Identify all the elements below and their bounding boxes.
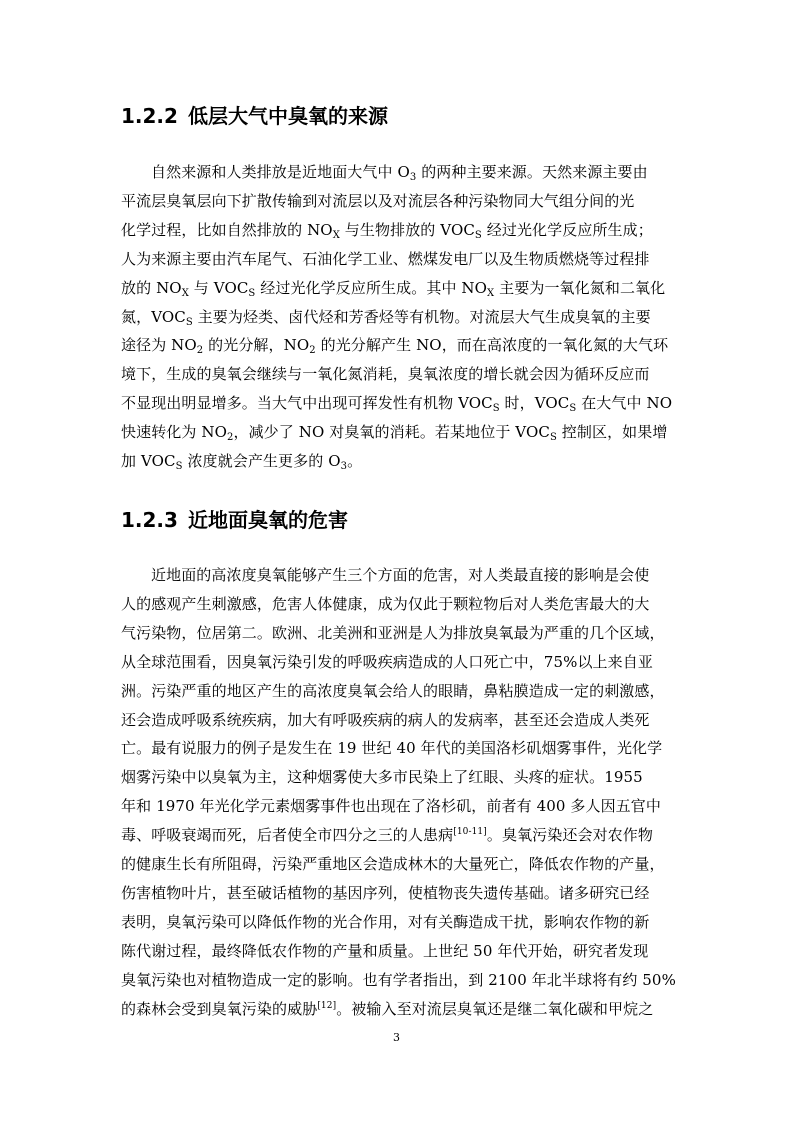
- text-run: 气污染物，位居第二。欧洲、北美洲和亚洲是人为排放臭氧最为严重的几个区域，: [121, 623, 665, 642]
- citation-superscript: [10-11]: [453, 827, 487, 838]
- text-line: [121, 389, 681, 418]
- text-run: 。被输入至对流层臭氧还是继二氧化碳和甲烷之: [336, 999, 654, 1018]
- text-line: [121, 590, 681, 619]
- text-run: 途径为 NO: [121, 336, 197, 355]
- text-line: [121, 706, 681, 735]
- subscript: 3: [340, 461, 348, 473]
- text-run: 境下，生成的臭氧会继续与一氧化氮消耗，臭氧浓度的增长就会因为循环反应而: [121, 365, 650, 384]
- text-run: 洲。污染严重的地区产生的高浓度臭氧会给人的眼睛，鼻粘膜造成一定的刺激感，: [121, 681, 665, 700]
- text-run: 的光分解，NO: [203, 336, 310, 355]
- text-run: 表明，臭氧污染可以降低作物的光合作用，对有关酶造成干扰，影响农作物的新: [121, 912, 650, 931]
- text-run: 与生物排放的 VOC: [339, 220, 475, 239]
- subscript: 3: [409, 172, 417, 183]
- text-run: 浓度就会产生更多的 O: [182, 452, 341, 471]
- text-line: [121, 187, 681, 216]
- section-title: 低层大气中臭氧的来源: [187, 104, 388, 128]
- subscript: 2: [227, 432, 234, 444]
- text-line: [121, 908, 681, 937]
- text-run: 控制区，如果增: [556, 423, 668, 442]
- text-run: 化学过程，比如自然排放的 NO: [121, 220, 333, 239]
- text-line: [121, 821, 681, 850]
- text-line: [121, 677, 681, 706]
- subscript: S: [248, 287, 256, 299]
- text-run: 。: [347, 452, 363, 471]
- subscript: X: [332, 229, 340, 241]
- citation-superscript: [12]: [317, 1000, 337, 1011]
- text-line: [121, 274, 681, 303]
- text-run: 从全球范围看，因臭氧污染引发的呼吸疾病造成的人口死亡中，75%以上来自亚: [121, 652, 653, 671]
- text-line: [121, 360, 681, 389]
- text-run: 烟雾污染中以臭氧为主，这种烟雾使大多市民染上了红眼、头疼的症状。1955: [121, 768, 643, 787]
- text-line: [121, 158, 681, 187]
- text-run: 经过光化学反应所生成。其中 NO: [255, 278, 488, 297]
- text-line: [121, 648, 681, 677]
- section-number: 1.2.2: [121, 104, 178, 128]
- text-run: 不显现出明显增多。当大气中出现可挥发性有机物 VOC: [121, 394, 493, 413]
- text-line: [121, 447, 681, 476]
- section-heading-1-2-3: [121, 508, 348, 532]
- text-run: 毒、呼吸衰竭而死，后者使全市四分之三的人患病: [121, 826, 454, 845]
- text-run: 经过光化学反应所生成；: [481, 220, 653, 239]
- text-line: [121, 879, 681, 908]
- text-run: ，减少了 NO 对臭氧的消耗。若某地位于 VOC: [233, 423, 550, 442]
- text-run: 时，VOC: [499, 394, 570, 413]
- text-line: [121, 561, 681, 590]
- section-heading-1-2-2: [121, 104, 388, 128]
- text-run: 氮，VOC: [121, 307, 186, 326]
- text-run: 。臭氧污染还会对农作物: [486, 826, 653, 845]
- text-line: [121, 303, 681, 332]
- subscript: S: [474, 229, 482, 241]
- text-run: 伤害植物叶片，甚至破话植物的基因序列，使植物丧失遗传基础。诸多研究已经: [121, 883, 650, 902]
- subscript: 2: [309, 345, 316, 357]
- subscript: X: [181, 287, 189, 299]
- section-number: 1.2.3: [121, 508, 178, 532]
- subscript: S: [185, 316, 193, 328]
- text-line: [121, 937, 681, 966]
- paragraph-ozone-sources: [121, 158, 681, 476]
- subscript: S: [492, 403, 500, 415]
- text-run: 与 VOC: [188, 278, 249, 297]
- text-line: [121, 619, 681, 648]
- text-run: 亡。最有说服力的例子是发生在 19 世纪 40 年代的美国洛杉矶烟雾事件，光化学: [121, 739, 663, 758]
- text-line: [121, 245, 681, 274]
- text-line: [121, 966, 681, 995]
- text-run: 加 VOC: [121, 452, 176, 471]
- text-line: [121, 734, 681, 763]
- text-run: 人为来源主要由汽车尾气、石油化学工业、燃煤发电厂以及生物质燃烧等过程排: [121, 249, 650, 268]
- subscript: S: [569, 403, 577, 415]
- text-run: 陈代谢过程，最终降低农作物的产量和质量。上世纪 50 年代开始，研究者发现: [121, 941, 649, 960]
- text-line: [121, 331, 681, 360]
- text-run: 主要为烃类、卤代烃和芳香烃等有机物。对流层大气生成臭氧的主要: [192, 307, 651, 326]
- page-number: 3: [393, 1031, 400, 1044]
- subscript: X: [487, 287, 495, 299]
- text-run: 平流层臭氧层向下扩散传输到对流层以及对流层各种污染物同大气组分间的光: [121, 191, 635, 210]
- text-run: 在大气中 NO: [576, 394, 673, 413]
- text-line: [121, 792, 681, 821]
- text-line: [121, 216, 681, 245]
- subscript: S: [175, 461, 183, 473]
- text-run: 的森林会受到臭氧污染的威胁: [121, 999, 318, 1018]
- text-run: 人的感观产生刺激感，危害人体健康，成为仅此于颗粒物后对人类危害最大的大: [121, 594, 650, 613]
- text-run: 快速转化为 NO: [121, 423, 227, 442]
- text-line: [121, 418, 681, 447]
- text-run: 的健康生长有所阻碍，污染严重地区会造成林木的大量死亡，降低农作物的产量，: [121, 855, 665, 874]
- paragraph-ozone-hazards: [121, 561, 681, 1024]
- section-title: 近地面臭氧的危害: [187, 508, 348, 532]
- text-run: 主要为一氧化氮和二氧化: [494, 278, 666, 297]
- subscript: S: [549, 432, 557, 444]
- text-run: 的光分解产生 NO，而在高浓度的一氧化氮的大气环: [315, 336, 669, 355]
- text-run: 年和 1970 年光化学元素烟雾事件也出现在了洛杉矶，前者有 400 多人因五官中: [121, 797, 661, 816]
- text-run: 放的 NO: [121, 278, 182, 297]
- text-line: [121, 850, 681, 879]
- text-line: [121, 995, 681, 1024]
- subscript: 2: [196, 345, 204, 357]
- text-run: 的两种主要来源。天然来源主要由: [416, 163, 648, 181]
- text-run: 臭氧污染也对植物造成一定的影响。也有学者指出，到 2100 年北半球将有约 50%: [121, 970, 676, 989]
- text-line: [121, 763, 681, 792]
- text-run: 还会造成呼吸系统疾病，加大有呼吸疾病的病人的发病率，甚至还会造成人类死: [121, 710, 650, 729]
- text-run: 自然来源和人类排放是近地面大气中 O: [151, 163, 410, 181]
- text-run: 近地面的高浓度臭氧能够产生三个方面的危害，对人类最直接的影响是会使: [151, 566, 650, 584]
